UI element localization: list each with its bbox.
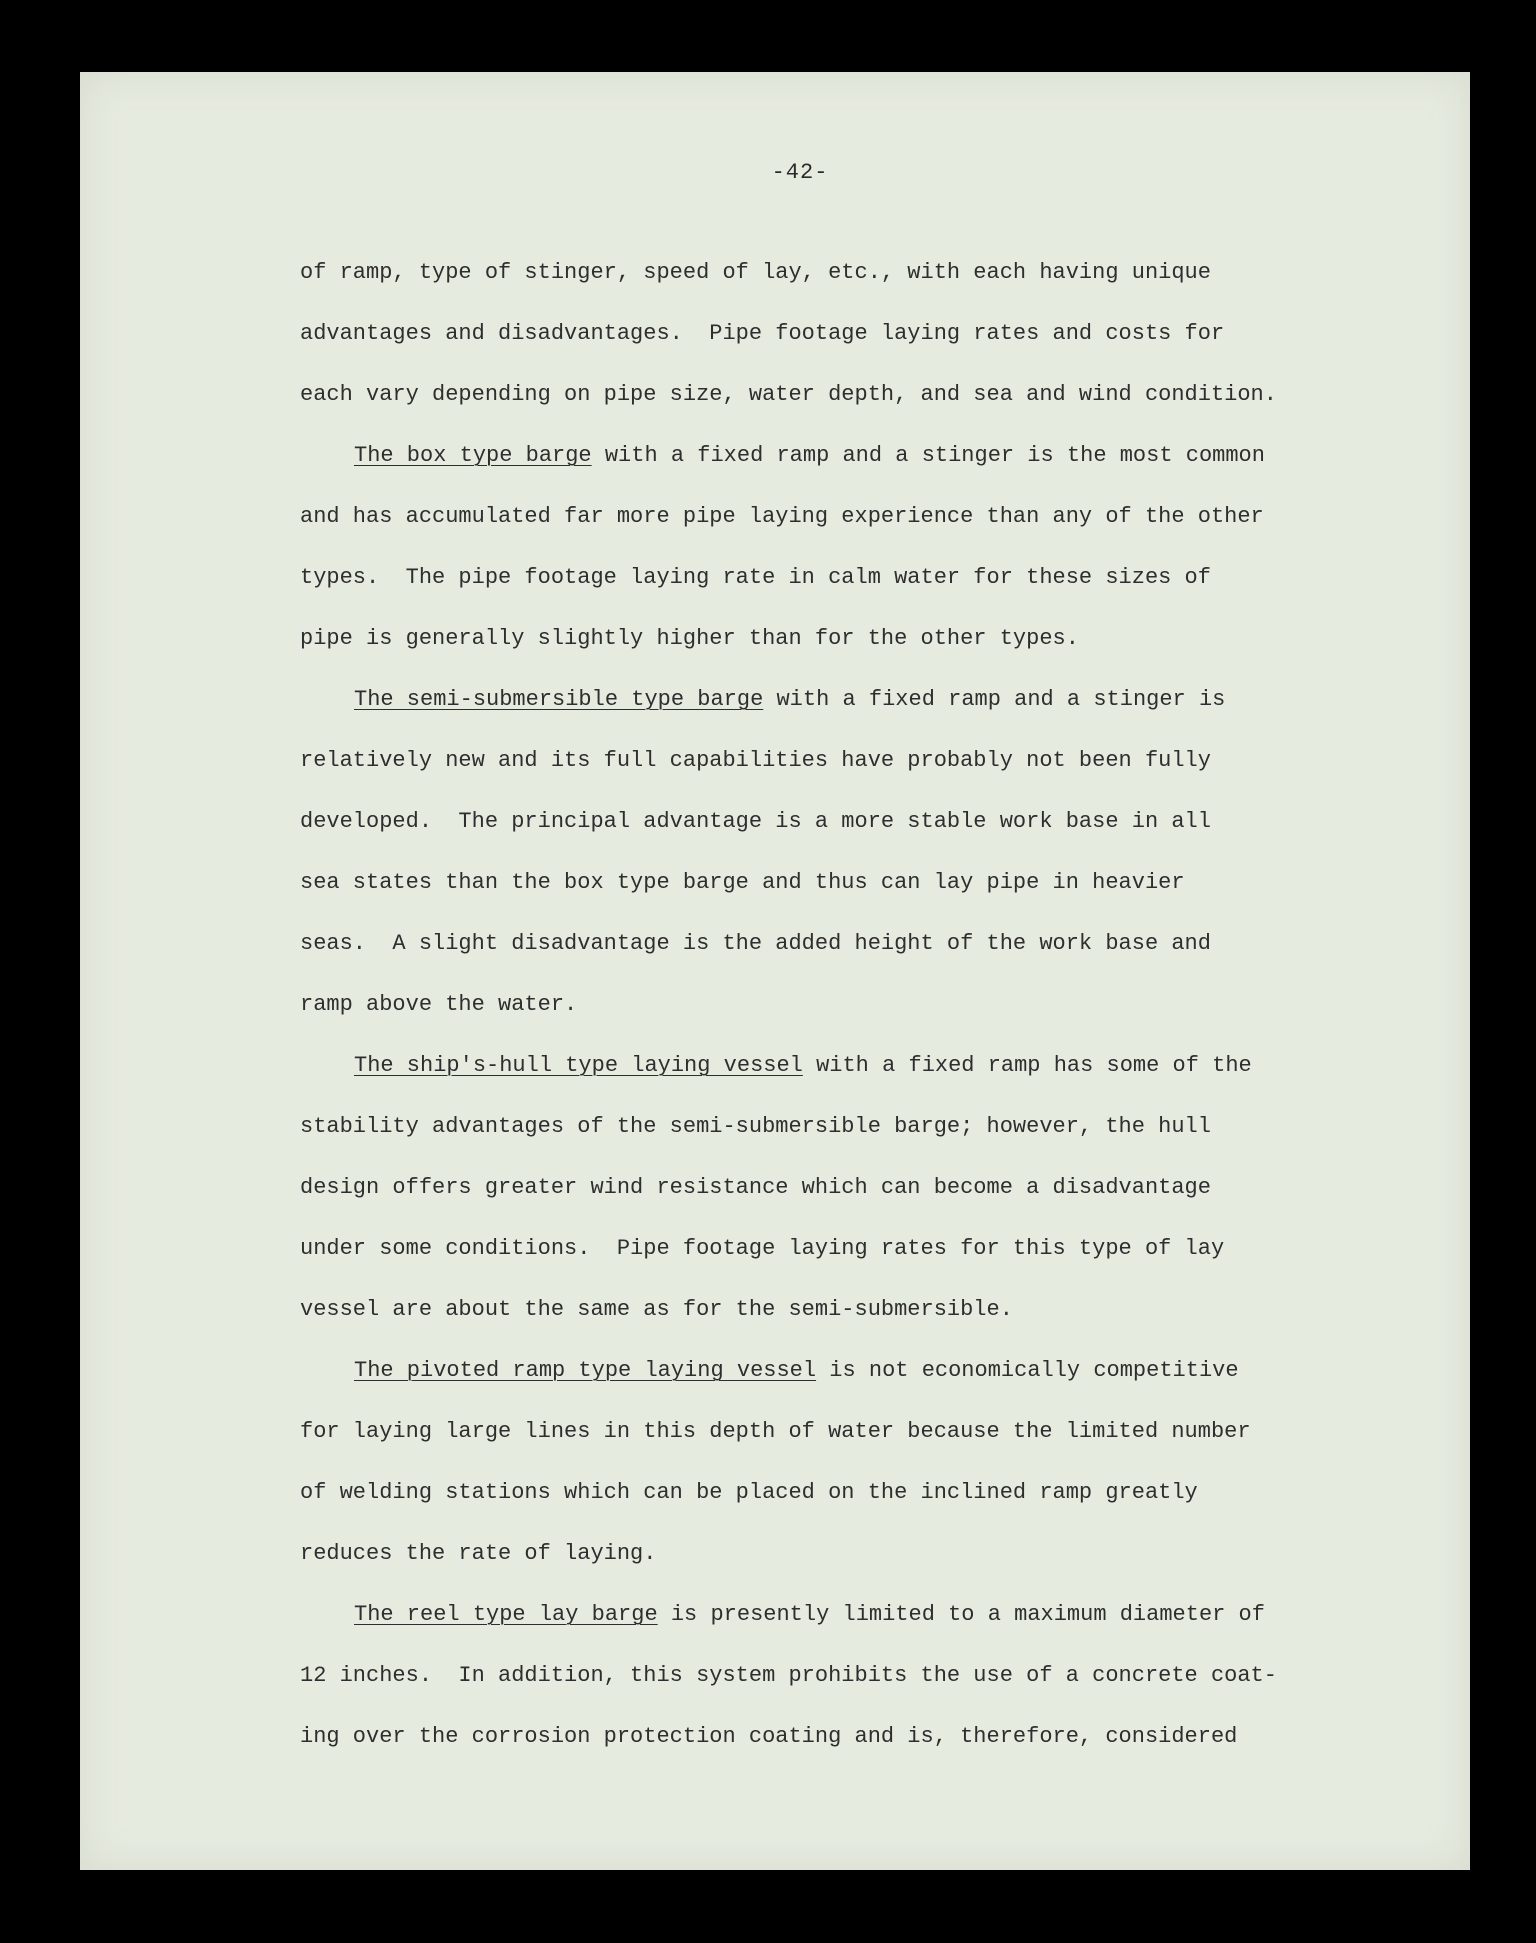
text-line: sea states than the box type barge and thus can lay pipe in heavier — [300, 870, 1185, 895]
page-number: -42- — [771, 160, 829, 185]
text-run: with a fixed ramp and a stinger is — [763, 687, 1226, 712]
text-line — [300, 425, 1420, 486]
text-line — [300, 1584, 1420, 1645]
text-line: advantages and disadvantages. Pipe footage laying rates and costs for — [300, 321, 1225, 346]
text-line: pipe is generally slightly higher than for the other types. — [300, 626, 1079, 651]
text-line — [300, 669, 1420, 730]
text-run: is not economically competitive — [816, 1358, 1239, 1383]
text-line: seas. A slight disadvantage is the added height of the work base and — [300, 931, 1211, 956]
text-line: developed. The principal advantage is a more stable work base in all — [300, 809, 1211, 834]
text-line: for laying large lines in this depth of water because the limited number — [300, 1419, 1251, 1444]
underlined-heading: The semi-submersible type barge — [354, 687, 764, 712]
underlined-heading: The ship's-hull type laying vessel — [354, 1053, 803, 1078]
text-line: vessel are about the same as for the semi-submersible. — [300, 1297, 1013, 1322]
text-line: of ramp, type of stinger, speed of lay, etc., with each having unique — [300, 260, 1211, 285]
text-run: with a fixed ramp has some of the — [802, 1053, 1252, 1078]
paragraph-continuation — [300, 242, 1420, 425]
underlined-heading: The pivoted ramp type laying vessel — [354, 1358, 817, 1383]
text-line: types. The pipe footage laying rate in calm water for these sizes of — [300, 565, 1211, 590]
underlined-heading: The reel type lay barge — [354, 1602, 658, 1627]
text-line: reduces the rate of laying. — [300, 1541, 657, 1566]
text-line: design offers greater wind resistance which can become a disadvantage — [300, 1175, 1211, 1200]
paragraph-semi-submersible — [300, 669, 1420, 1035]
text-line: ing over the corrosion protection coating and is, therefore, considered — [300, 1724, 1238, 1749]
text-run: with a fixed ramp and a stinger is the most common — [591, 443, 1265, 468]
text-line: 12 inches. In addition, this system prohibits the use of a concrete coat- — [300, 1663, 1277, 1688]
text-line: of welding stations which can be placed on the inclined ramp greatly — [300, 1480, 1198, 1505]
document-page — [80, 72, 1470, 1870]
paragraph-box-type-barge — [300, 425, 1420, 669]
text-run: is presently limited to a maximum diameter of — [657, 1602, 1265, 1627]
text-line: under some conditions. Pipe footage laying rates for this type of lay — [300, 1236, 1225, 1261]
text-line — [300, 1340, 1420, 1401]
text-line: each vary depending on pipe size, water depth, and sea and wind condition. — [300, 382, 1277, 407]
paragraph-pivoted-ramp — [300, 1340, 1420, 1584]
text-line: and has accumulated far more pipe laying experience than any of the other — [300, 504, 1264, 529]
underlined-heading: The box type barge — [354, 443, 592, 468]
text-line — [300, 1035, 1420, 1096]
text-line: relatively new and its full capabilities have probably not been fully — [300, 748, 1211, 773]
paragraph-ships-hull — [300, 1035, 1420, 1340]
text-line: ramp above the water. — [300, 992, 578, 1017]
paragraph-reel-type — [300, 1584, 1420, 1767]
text-line: stability advantages of the semi-submersible barge; however, the hull — [300, 1114, 1211, 1139]
body-text — [300, 242, 1420, 1767]
